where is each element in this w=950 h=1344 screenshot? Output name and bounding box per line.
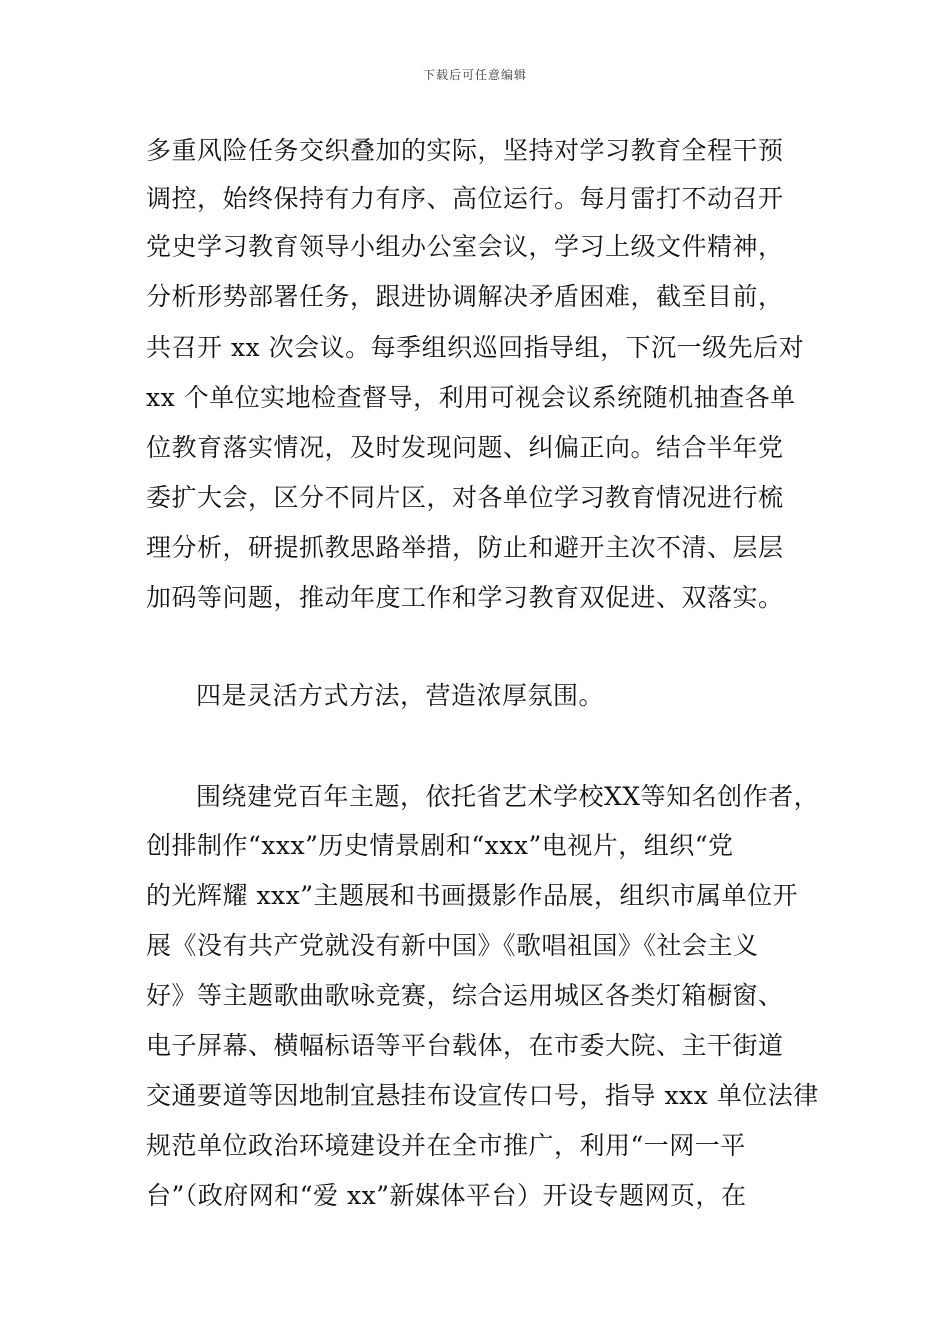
text-line: 党史学习教育领导小组办公室会议，学习上级文件精神，	[146, 232, 784, 261]
text-line: 分析形势部署任务，跟进协调解决矛盾困难，截至目前，	[146, 282, 784, 311]
text-line: 多重风险任务交织叠加的实际，坚持对学习教育全程干预	[146, 136, 784, 165]
text-line: 共召开 xx 次会议。每季组织巡回指导组，下沉一级先后对	[146, 333, 805, 362]
text-line: 委扩大会，区分不同片区，对各单位学习教育情况进行梳	[146, 483, 784, 512]
header-note: 下载后可任意编辑	[422, 68, 527, 82]
text-line: 调控，始终保持有力有序、高位运行。每月雷打不动召开	[146, 184, 784, 213]
text-line: 的光辉耀 xxx”主题展和书画摄影作品展，组织市属单位开	[146, 881, 799, 910]
text-line: 电子屏幕、横幅标语等平台载体，在市委大院、主干街道	[146, 1031, 784, 1060]
text-line: 创排制作“xxx”历史情景剧和“xxx”电视片，组织“党	[146, 831, 734, 860]
text-line: xx 个单位实地检查督导，利用可视会议系统随机抽查各单	[146, 383, 796, 412]
text-line: 交通要道等因地制宜悬挂布设宣传口号，指导 xxx 单位法律	[146, 1081, 819, 1110]
text-line: 围绕建党百年主题，依托省艺术学校XX等知名创作者，	[196, 782, 820, 811]
text-line: 台”（政府网和“爱 xx”新媒体平台）开设专题网页，在	[146, 1181, 747, 1210]
text-line: 加码等问题，推动年度工作和学习教育双促进、双落实。	[146, 583, 784, 612]
text-line: 展《没有共产党就没有新中国》《歌唱祖国》《社会主义	[146, 931, 759, 960]
text-line: 理分析，研提抓教思路举措，防止和避开主次不清、层层	[146, 533, 784, 562]
text-line: 位教育落实情况，及时发现问题、纠偏正向。结合半年党	[146, 433, 784, 462]
text-line: 好》等主题歌曲歌咏竞赛，综合运用城区各类灯箱橱窗、	[146, 981, 784, 1010]
text-line: 规范单位政治环境建设并在全市推广，利用“一网一平	[146, 1131, 746, 1160]
section-heading: 四是灵活方式方法，营造浓厚氛围。	[196, 681, 605, 710]
